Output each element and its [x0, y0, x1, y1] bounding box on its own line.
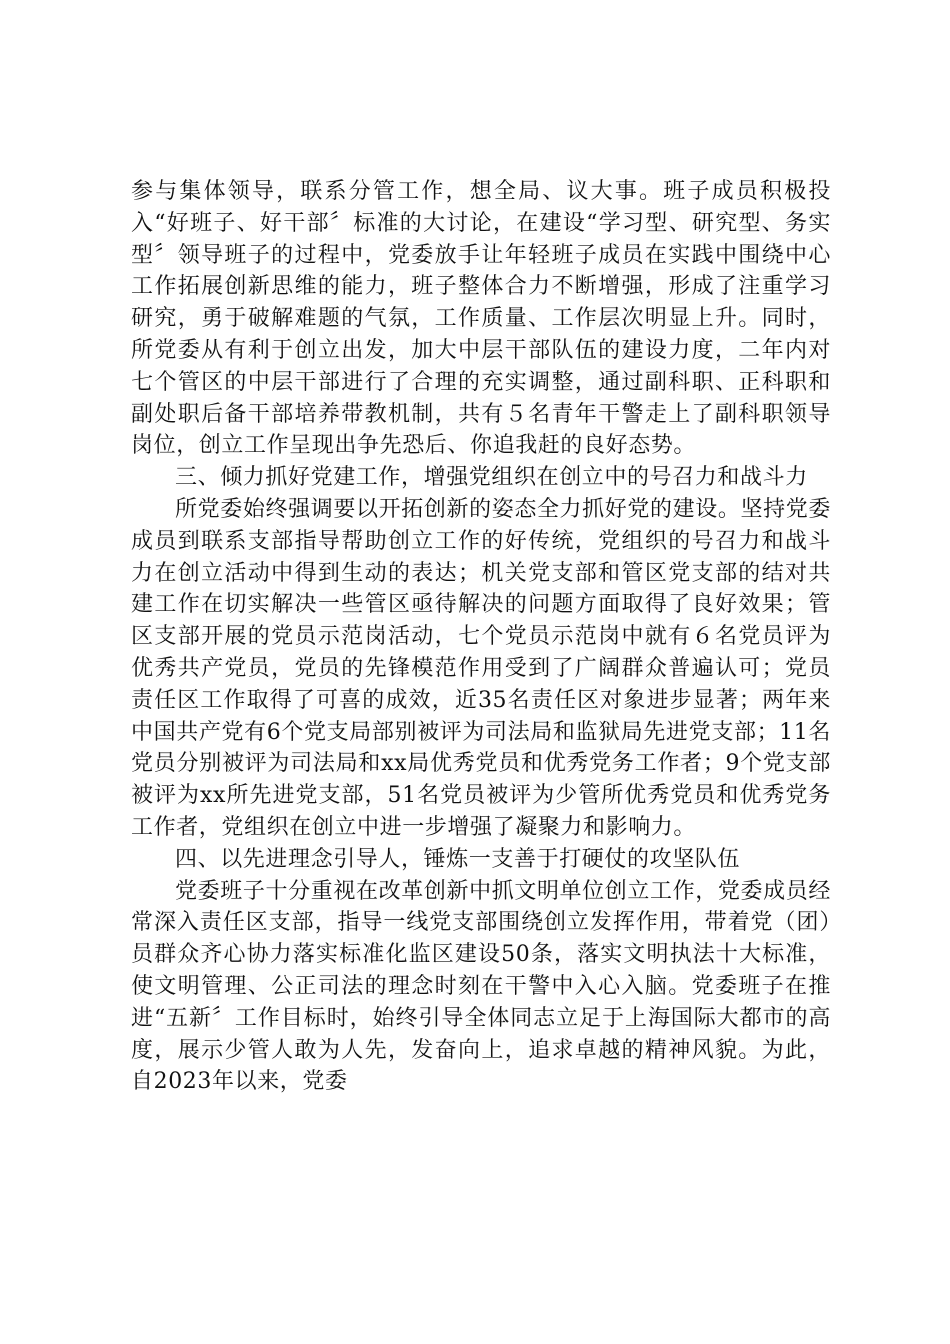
paragraph-leadership: 参与集体领导，联系分管工作，想全局、议大事。班子成员积极投入“好班子、好干部〞标准的大讨论，在建设“学习型、研究型、务实型〞领导班子的过程中，党委放手让年轻班子成员在实践中围绕中心工作拓展创新思维的能力，班子整体合力不断增强，形成了注重学习研究，勇于破解难题的气氛，工作质量、工作层次明显上升。同时，所党委从有利于创立出发，加大中层干部队伍的建设力度，二年内对七个管区的中层干部进行了合理的充实调整，通过副科职、正科职和副处职后备干部培养带教机制，共有５名青年干警走上了副科职领导岗位，创立工作呈现出争先恐后、你追我赶的良好态势。 — [131, 179, 831, 459]
heading-section-three: 三、倾力抓好党建工作，增强党组织在创立中的号召力和战斗力 — [175, 465, 808, 491]
paragraph-civilized-unit: 党委班子十分重视在改革创新中抓文明单位创立工作，党委成员经常深入责任区支部，指导一线党支部围绕创立发挥作用，带着党（团）员群众齐心协力落实标准化监区建设50条，落实文明执法十大标准，使文明管理、公正司法的理念时刻在干警中入心入脑。党委班子在推进“五新〞工作目标时，始终引导全体同志立足于上海国际大都市的高度，展示少管人敢为人先，发奋向上，追求卓越的精神风貌。为此，自2023年以来，党委 — [131, 878, 831, 1095]
document-page — [131, 176, 831, 1098]
paragraph-party-building: 所党委始终强调要以开拓创新的姿态全力抓好党的建设。坚持党委成员到联系支部指导帮助创立工作的好传统，党组织的号召力和战斗力在创立活动中得到生动的表达；机关党支部和管区党支部的结对共建工作在切实解决一些管区亟待解决的问题方面取得了良好效果；管区支部开展的党员示范岗活动，七个党员示范岗中就有６名党员评为优秀共产党员，党员的先锋模范作用受到了广阔群众普遍认可；党员责任区工作取得了可喜的成效，近35名责任区对象进步显著；两年来中国共产党有6个党支局部别被评为司法局和监狱局先进党支部；11名党员分别被评为司法局和xx局优秀党员和优秀党务工作者；9个党支部被评为xx所先进党支部，51名党员被评为少管所优秀党员和优秀党务工作者，党组织在创立中进一步增强了凝聚力和影响力。 — [131, 496, 831, 840]
heading-section-four: 四、以先进理念引导人，锤炼一支善于打硬仗的攻坚队伍 — [175, 846, 741, 872]
